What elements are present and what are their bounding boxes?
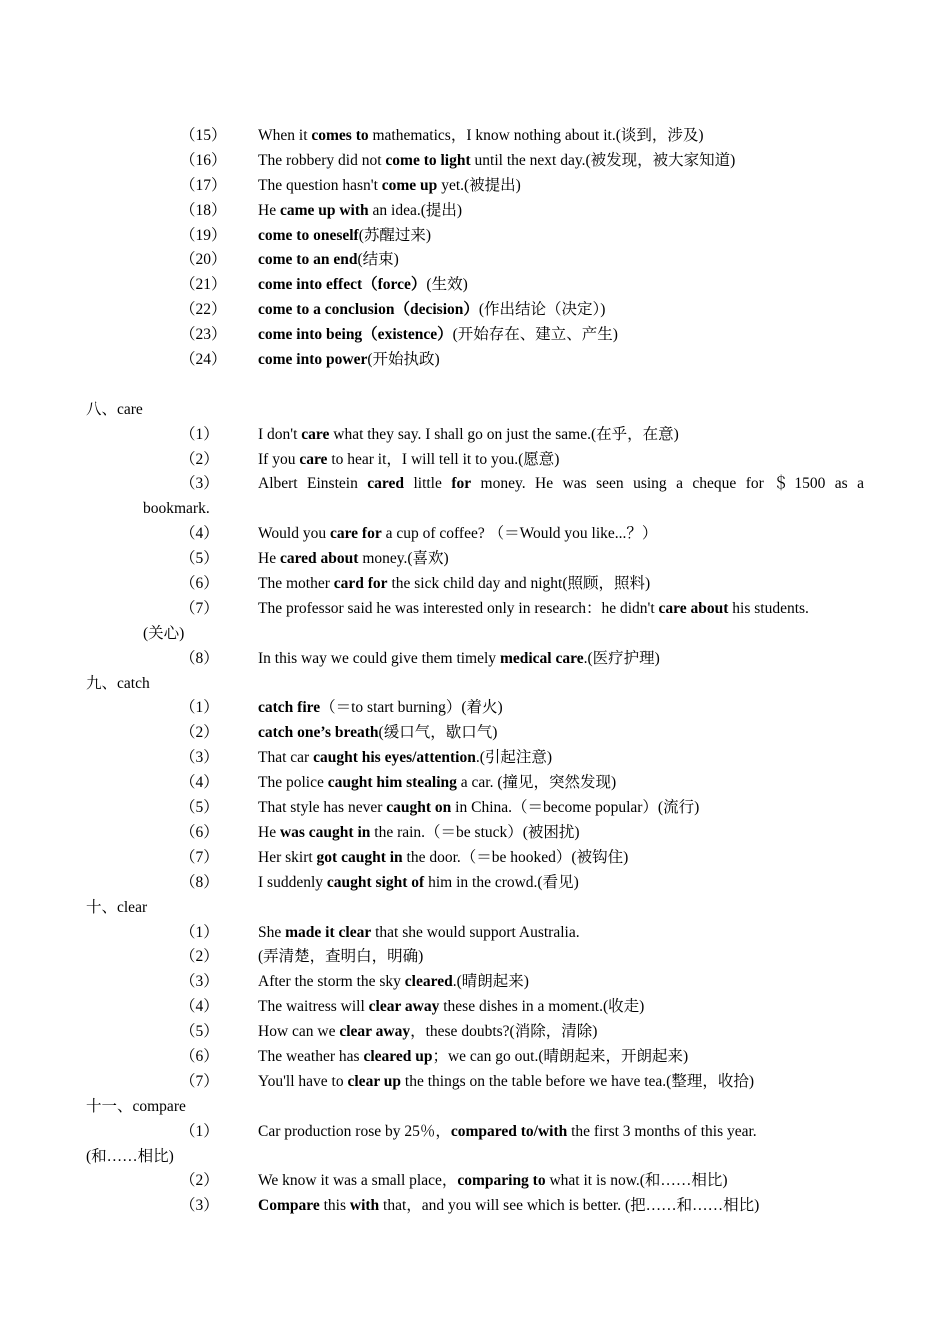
item-number: （18） xyxy=(180,201,227,219)
list-item xyxy=(0,248,950,273)
item-number: （1） xyxy=(180,425,219,443)
item-text: The question hasn't come up yet.(被提出) xyxy=(258,176,521,194)
item-text: That style has never caught on in China.（＝become popular）(流行) xyxy=(258,799,700,817)
list-item xyxy=(0,224,950,249)
item-text: I don't care what they say. I shall go on just the same.(在乎，在意) xyxy=(258,425,679,443)
continuation-line: (和……相比) xyxy=(86,1147,174,1165)
section-heading-catch: 九、catch xyxy=(86,674,150,692)
list-item xyxy=(0,1020,950,1045)
item-text: He came up with an idea.(提出) xyxy=(258,201,463,219)
item-number: （23） xyxy=(180,326,227,344)
section-heading-care: 八、care xyxy=(86,400,143,418)
item-number: （24） xyxy=(180,351,227,369)
item-number: （2） xyxy=(180,450,219,468)
item-number: （15） xyxy=(180,127,227,144)
list-item xyxy=(0,572,950,597)
item-number: （8） xyxy=(180,649,219,667)
list-item xyxy=(0,448,950,473)
section-heading-clear: 十、clear xyxy=(86,898,148,916)
item-text: You'll have to clear up the things on the table before we have tea.(整理，收拾) xyxy=(258,1072,754,1090)
list-item xyxy=(0,199,950,224)
item-number: （3） xyxy=(180,749,219,767)
item-text: come into power(开始执政) xyxy=(258,351,440,369)
list-item xyxy=(0,273,950,298)
item-text: In this way we could give them timely medical care.(医疗护理) xyxy=(258,649,660,667)
item-number: （4） xyxy=(180,998,219,1016)
list-item xyxy=(0,1045,950,1070)
item-number: （6） xyxy=(180,1047,219,1065)
item-number: （5） xyxy=(180,1023,219,1041)
list-item xyxy=(0,796,950,821)
list-item xyxy=(0,174,950,199)
item-text: come into effect（force）(生效) xyxy=(258,276,468,294)
item-text: The police caught him stealing a car. (撞见，突然发现) xyxy=(258,774,617,792)
list-item xyxy=(0,124,950,149)
blank-line xyxy=(0,373,950,398)
item-number: （16） xyxy=(180,151,227,169)
item-number: （5） xyxy=(180,550,219,568)
list-item xyxy=(0,945,950,970)
item-number: （2） xyxy=(180,948,219,966)
list-item xyxy=(0,995,950,1020)
item-number: （7） xyxy=(180,848,219,866)
item-text: The robbery did not come to light until the next day.(被发现，被大家知道) xyxy=(258,151,736,169)
item-number: （4） xyxy=(180,774,219,792)
item-text: Her skirt got caught in the door.（＝be hooked）(被钩住) xyxy=(258,848,629,866)
item-number: （19） xyxy=(180,226,227,244)
list-item xyxy=(0,721,950,746)
list-item xyxy=(0,348,950,373)
item-number: （2） xyxy=(180,1172,219,1190)
item-number: （6） xyxy=(180,823,219,841)
item-number: （3） xyxy=(180,475,219,493)
list-item xyxy=(0,423,950,448)
list-item xyxy=(0,696,950,721)
list-item xyxy=(0,821,950,846)
item-text: The waitress will clear away these dishes in a moment.(收走) xyxy=(258,998,645,1016)
item-number: （4） xyxy=(180,525,219,543)
item-text: The professor said he was interested only in research：he didn't care about his students. xyxy=(258,599,809,617)
item-text: Compare this with that，and you will see which is better. (把……和……相比) xyxy=(258,1197,760,1215)
continuation-line: (关心) xyxy=(143,624,185,642)
continuation-line: bookmark. xyxy=(143,500,210,518)
list-item xyxy=(0,1120,950,1145)
item-text: come into being（existence）(开始存在、建立、产生) xyxy=(258,326,618,344)
item-number: （1） xyxy=(180,1122,219,1140)
item-text: come to a conclusion（decision）(作出结论（决定）) xyxy=(258,301,606,319)
item-text: After the storm the sky cleared.(晴朗起来) xyxy=(258,973,529,991)
item-number: （17） xyxy=(180,176,227,194)
item-number: （1） xyxy=(180,699,219,717)
item-text: The mother card for the sick child day and night(照顾，照料) xyxy=(258,575,651,593)
list-item xyxy=(0,298,950,323)
item-text: He was caught in the rain.（＝be stuck）(被困扰) xyxy=(258,823,580,841)
item-text: catch one’s breath(缓口气，歇口气) xyxy=(258,724,498,742)
item-number: （3） xyxy=(180,1197,219,1215)
item-number: （7） xyxy=(180,599,219,617)
item-text: Car production rose by 25％，compared to/with the first 3 months of this year. xyxy=(258,1122,757,1140)
list-item xyxy=(0,1070,950,1095)
item-text: If you care to hear it，I will tell it to you.(愿意) xyxy=(258,450,560,468)
list-item xyxy=(0,149,950,174)
item-text: Albert Einstein cared little for money. He was seen using a cheque for ＄1500 as a xyxy=(258,475,864,493)
list-item xyxy=(0,846,950,871)
list-item xyxy=(0,871,950,896)
item-number: （3） xyxy=(180,973,219,991)
list-item xyxy=(0,647,950,672)
item-number: （20） xyxy=(180,251,227,269)
item-text: I suddenly caught sight of him in the crowd.(看见) xyxy=(258,873,579,891)
list-item xyxy=(0,771,950,796)
item-text: She made it clear that she would support Australia. xyxy=(258,923,580,941)
list-item xyxy=(0,1194,950,1219)
item-text: We know it was a small place，comparing to what it is now.(和……相比) xyxy=(258,1172,728,1190)
list-item xyxy=(0,1169,950,1194)
item-number: （8） xyxy=(180,873,219,891)
list-item xyxy=(0,970,950,995)
item-text: The weather has cleared up；we can go out.(晴朗起来，开朗起来) xyxy=(258,1047,689,1065)
section-heading-compare: 十一、compare xyxy=(86,1097,186,1115)
item-number: （1） xyxy=(180,923,219,941)
list-item xyxy=(0,522,950,547)
item-text: come to an end(结束) xyxy=(258,251,399,269)
list-item xyxy=(0,547,950,572)
item-text: When it comes to mathematics，I know nothing about it.(谈到，涉及) xyxy=(258,127,704,144)
item-text: come to oneself(苏醒过来) xyxy=(258,226,432,244)
item-number: （7） xyxy=(180,1072,219,1090)
item-text: That car caught his eyes/attention.(引起注意) xyxy=(258,749,553,767)
item-number: （5） xyxy=(180,799,219,817)
item-text: catch fire（＝to start burning）(着火) xyxy=(258,699,503,717)
item-number: （22） xyxy=(180,301,227,319)
item-text: Would you care for a cup of coffee? （＝Would you like...？） xyxy=(258,525,658,543)
list-item xyxy=(0,597,950,622)
item-text: How can we clear away，these doubts?(消除，清除) xyxy=(258,1023,598,1041)
list-item xyxy=(0,921,950,946)
list-item xyxy=(0,472,950,497)
item-text: He cared about money.(喜欢) xyxy=(258,550,449,568)
list-item xyxy=(0,746,950,771)
item-number: （6） xyxy=(180,575,219,593)
item-number: （21） xyxy=(180,276,227,294)
document-page xyxy=(0,124,950,1219)
item-number: （2） xyxy=(180,724,219,742)
list-item xyxy=(0,323,950,348)
item-text: (弄清楚，查明白，明确) xyxy=(258,948,424,966)
